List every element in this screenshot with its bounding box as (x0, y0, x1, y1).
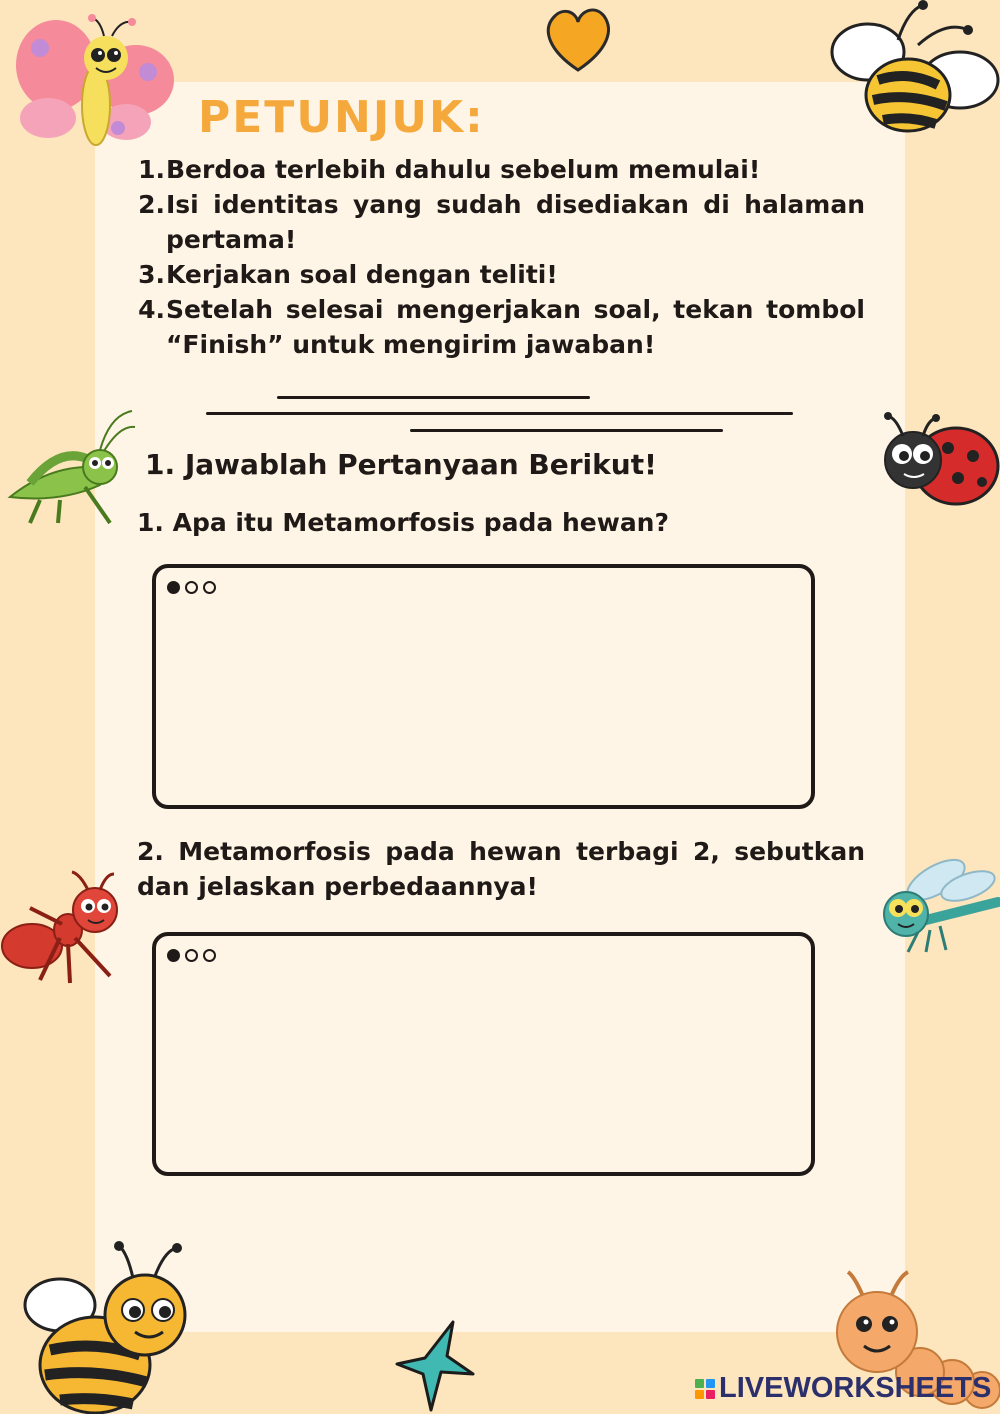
divider-line (410, 429, 723, 432)
answer-box-2 (152, 932, 815, 1176)
answer-input-1[interactable] (168, 608, 799, 793)
dot-icon (203, 949, 216, 962)
question-1: 1. Apa itu Metamorfosis pada hewan? (137, 508, 669, 537)
question-2: 2. Metamorfosis pada hewan terbagi 2, sebutkan dan jelaskan perbedaannya! (137, 837, 865, 901)
star-icon (395, 1318, 475, 1414)
divider-line (277, 396, 590, 399)
instruction-item (135, 187, 865, 257)
dot-icon (203, 581, 216, 594)
dot-icon (167, 581, 180, 594)
dot-icon (167, 949, 180, 962)
bee-face-icon (15, 1240, 190, 1414)
heart-icon (538, 0, 618, 80)
window-dots (167, 949, 216, 962)
instruction-text: Isi identitas yang sudah disediakan di halaman pertama! (166, 190, 865, 254)
instruction-number: 2. (138, 190, 165, 219)
instruction-item (135, 257, 865, 292)
logo-icon (695, 1379, 715, 1399)
ant-icon (0, 868, 130, 988)
brand-name: LIVEWORKSHEETS (719, 1372, 992, 1404)
instruction-text: Kerjakan soal dengan teliti! (166, 260, 558, 289)
dragonfly-icon (878, 852, 1000, 962)
section-heading: 1. Jawablah Pertanyaan Berikut! (145, 448, 657, 481)
bee-icon (828, 0, 1000, 150)
ladybug-icon (878, 408, 1000, 518)
window-dots (167, 581, 216, 594)
divider-line (206, 412, 793, 415)
instruction-item (135, 152, 865, 187)
liveworksheets-logo (695, 1372, 991, 1405)
instruction-text: Setelah selesai mengerjakan soal, tekan tombol “Finish” untuk mengirim jawaban! (166, 295, 865, 359)
instruction-text: Berdoa terlebih dahulu sebelum memulai! (166, 155, 761, 184)
dot-icon (185, 949, 198, 962)
instruction-item (135, 292, 865, 362)
instruction-number: 3. (138, 260, 165, 289)
instruction-number: 1. (138, 155, 165, 184)
butterfly-icon (8, 10, 178, 150)
grasshopper-icon (0, 405, 140, 525)
page-title: PETUNJUK: (198, 92, 485, 143)
dot-icon (185, 581, 198, 594)
instruction-number: 4. (138, 295, 165, 324)
instructions-list (135, 152, 865, 362)
answer-box-1 (152, 564, 815, 809)
answer-input-2[interactable] (168, 976, 799, 1160)
